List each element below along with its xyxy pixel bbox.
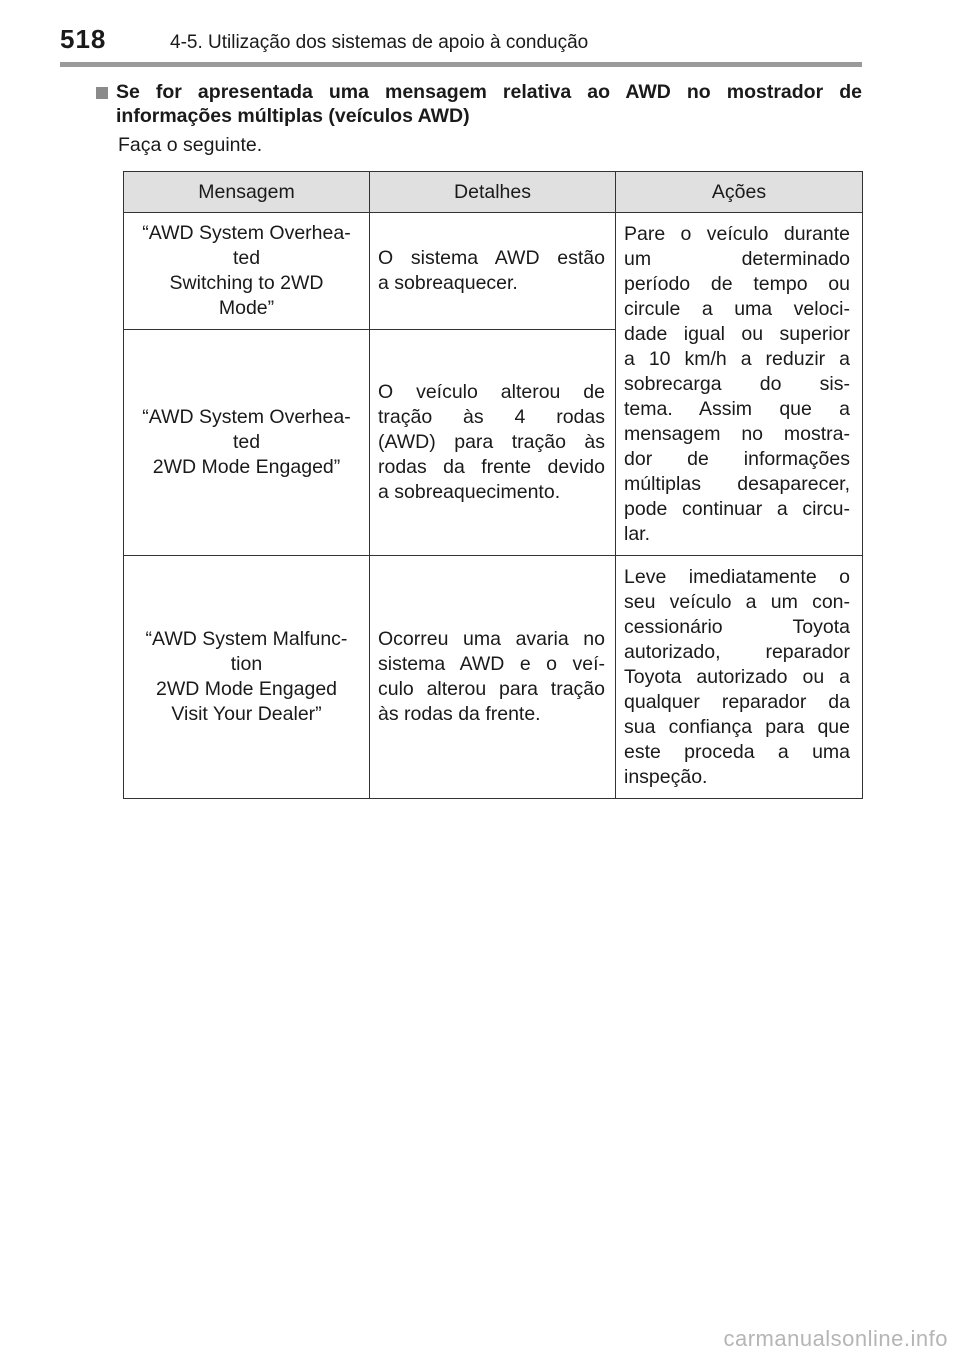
- message-line: tion: [230, 653, 263, 675]
- actions-line: tema. Assim que a: [624, 397, 850, 420]
- actions-line: Toyota autorizado ou a: [624, 665, 850, 688]
- header-rule: [60, 62, 862, 67]
- actions-line: período de tempo ou: [624, 272, 850, 295]
- details-line: às rodas da frente.: [378, 703, 541, 725]
- details-line: tração às 4 rodas: [378, 406, 605, 428]
- message-line: “AWD System Malfunc-: [145, 628, 348, 650]
- awd-messages-table: [123, 171, 863, 799]
- message-cell: [124, 330, 370, 556]
- details-line: O sistema AWD estão: [378, 247, 605, 269]
- table-header-row: [124, 172, 863, 213]
- message-line: 2WD Mode Engaged: [155, 678, 338, 700]
- column-header-actions: Ações: [616, 172, 863, 213]
- message-line: ted: [232, 247, 261, 269]
- message-cell: [124, 556, 370, 799]
- actions-line: dor de informações: [624, 447, 850, 470]
- actions-line: sobrecarga do sis-: [624, 372, 850, 395]
- details-line: sistema AWD e o veí-: [378, 653, 605, 675]
- table-row: [124, 213, 863, 330]
- actions-line: cessionário Toyota: [624, 615, 850, 638]
- actions-line: este proceda a uma: [624, 740, 850, 763]
- intro-text: Faça o seguinte.: [118, 134, 263, 156]
- heading-block: [96, 80, 862, 128]
- square-bullet-icon: [96, 87, 108, 99]
- actions-line: Pare o veículo durante: [624, 222, 850, 245]
- page-number: 518: [60, 24, 107, 54]
- table-row: [124, 556, 863, 799]
- message-line: Switching to 2WD: [169, 272, 324, 294]
- details-line: (AWD) para tração às: [378, 431, 605, 453]
- actions-line: a 10 km/h a reduzir a: [624, 347, 850, 370]
- actions-line: mensagem no mostra-: [624, 422, 850, 445]
- actions-line: dade igual ou superior: [624, 322, 850, 345]
- actions-line: qualquer reparador da: [624, 690, 850, 713]
- message-line: “AWD System Overhea-: [142, 406, 351, 428]
- message-cell: [124, 213, 370, 330]
- message-line: Visit Your Dealer”: [171, 703, 322, 725]
- actions-line: lar.: [624, 522, 651, 545]
- actions-line: pode continuar a circu-: [624, 497, 850, 520]
- details-line: a sobreaquecimento.: [378, 481, 561, 503]
- actions-line: inspeção.: [624, 765, 708, 788]
- actions-line: múltiplas desaparecer,: [624, 472, 850, 495]
- actions-line: circule a uma veloci-: [624, 297, 850, 320]
- message-line: Mode”: [218, 297, 275, 319]
- actions-line: Leve imediatamente o: [624, 565, 850, 588]
- actions-cell: [616, 213, 863, 556]
- section-title: 4-5. Utilização dos sistemas de apoio à condução: [170, 32, 589, 53]
- details-line: O veículo alterou de: [378, 381, 605, 403]
- section-heading: Se for apresentada uma mensagem relativa ao AWD no mostrador de informações múltiplas (veículos AWD): [116, 81, 862, 127]
- details-line: a sobreaquecer.: [378, 272, 518, 294]
- column-header-message: Mensagem: [124, 172, 370, 213]
- details-cell: [370, 556, 616, 799]
- actions-line: autorizado, reparador: [624, 640, 850, 663]
- details-line: rodas da frente devido: [378, 456, 605, 478]
- actions-line: sua confiança para que: [624, 715, 850, 738]
- watermark: carmanualsonline.info: [723, 1326, 948, 1351]
- actions-line: seu veículo a um con-: [624, 590, 850, 613]
- details-cell: [370, 213, 616, 330]
- message-line: ted: [232, 431, 261, 453]
- actions-line: um determinado: [624, 247, 850, 270]
- message-line: 2WD Mode Engaged”: [152, 456, 341, 478]
- column-header-details: Detalhes: [370, 172, 616, 213]
- actions-cell: [616, 556, 863, 799]
- message-line: “AWD System Overhea-: [142, 222, 351, 244]
- details-line: culo alterou para tração: [378, 678, 605, 700]
- heading-row: [96, 80, 862, 128]
- details-cell: [370, 330, 616, 556]
- details-line: Ocorreu uma avaria no: [378, 628, 605, 650]
